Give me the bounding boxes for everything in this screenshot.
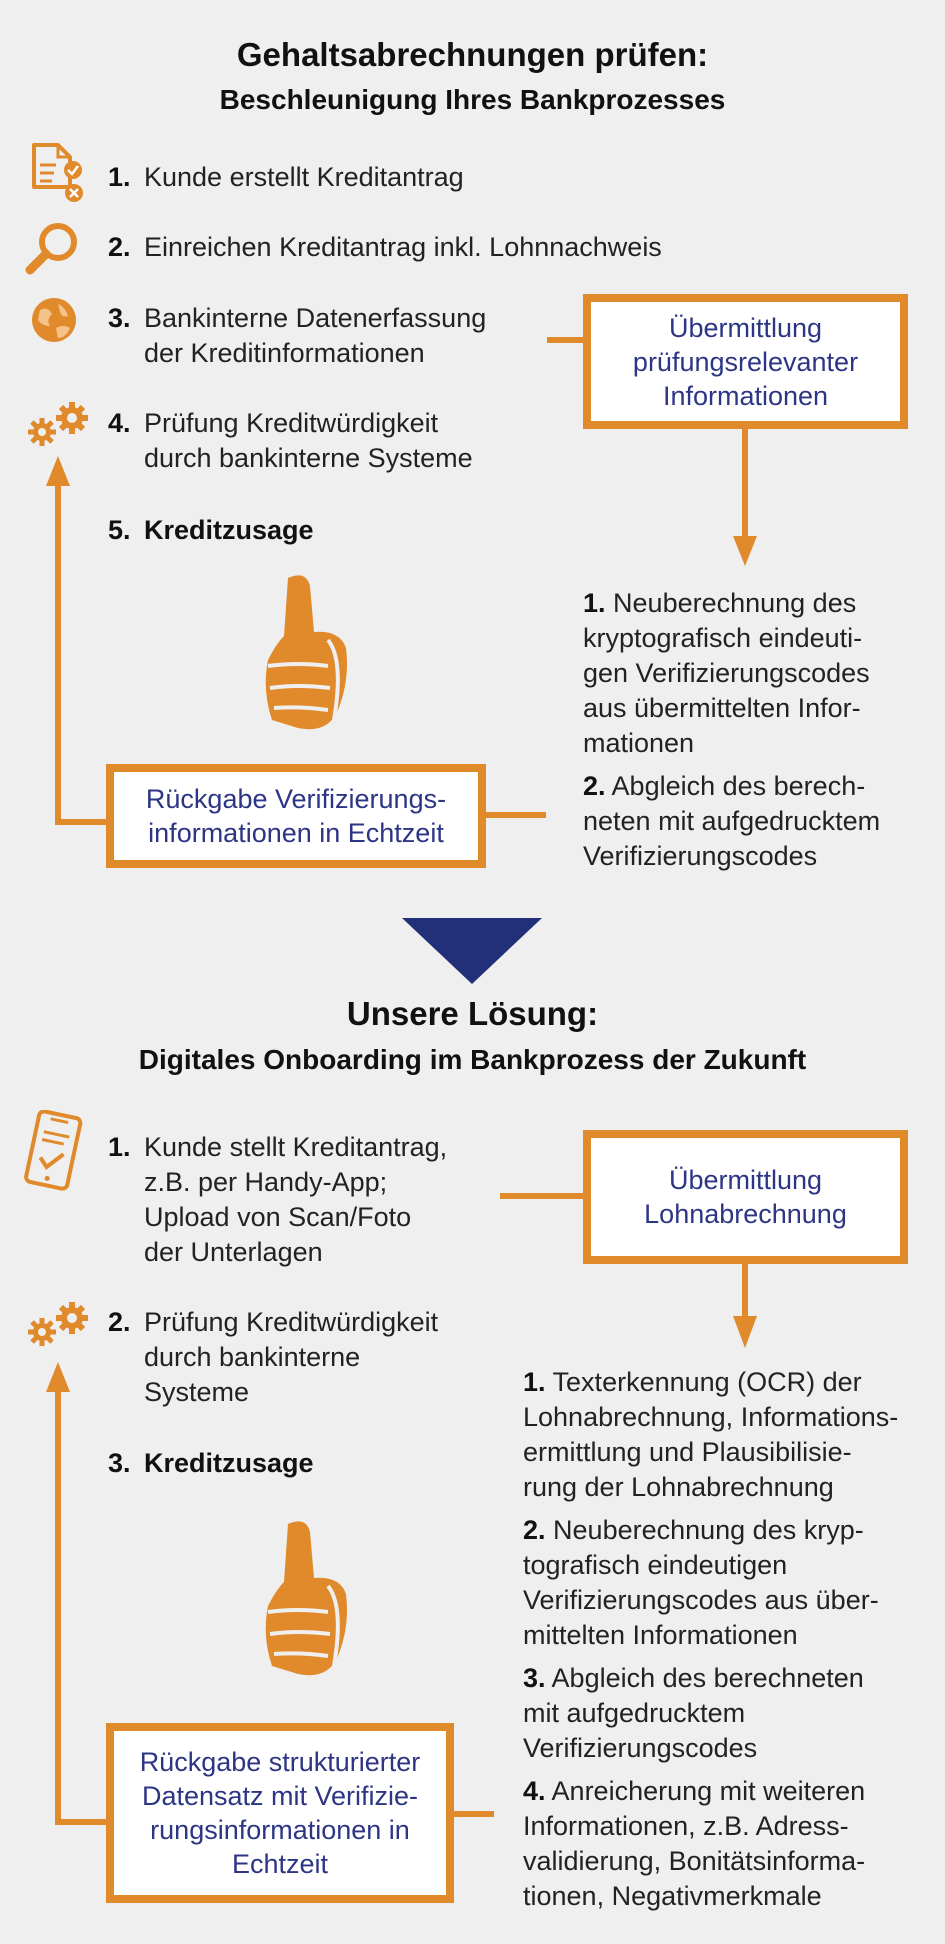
process-list — [523, 1365, 933, 1914]
divider-arrow-icon — [402, 918, 542, 986]
list-item: 3. Abgleich des berechneten mit aufgedrucktem Verifizierungscodes — [523, 1663, 864, 1763]
thumbs-up-icon — [258, 570, 358, 740]
smartphone-check-icon — [22, 1110, 84, 1192]
section1-subtitle: Beschleunigung Ihres Bankprozesses — [219, 84, 726, 115]
thumbs-up-icon — [258, 1516, 358, 1686]
list-item: 2. Neuberechnung des kryp- tografisch eindeutigen Verifizierungscodes aus über- mittelten Informationen — [523, 1515, 879, 1650]
gears-icon — [26, 402, 92, 448]
list-item: 2. Abgleich des berech- neten mit aufgedrucktem Verifizierungscodes — [583, 771, 881, 871]
document-check-icon — [26, 143, 88, 205]
list-item: 1. Neuberechnung des kryptografisch eindeuti- gen Verifizierungscodes aus übermittelten Infor- mationen — [583, 588, 870, 758]
step-item: 1. Kunde erstellt Kreditantrag — [108, 162, 464, 192]
step-item: 4. Prüfung Kreditwürdigkeit durch bankinterne Systeme — [108, 408, 473, 473]
list-item: 1. Texterkennung (OCR) der Lohnabrechnung, Informations- ermittlung und Plausibilisie- rung der Lohnabrechnung — [523, 1367, 899, 1502]
step-item: 3. Bankinterne Datenerfassung der Kreditinformationen — [108, 303, 487, 368]
magnifier-icon — [22, 220, 82, 280]
section1-title: Gehaltsabrechnungen prüfen: — [236, 36, 709, 73]
transmission-box: Übermittlung Lohnabrechnung — [583, 1130, 908, 1264]
section2-subtitle: Digitales Onboarding im Bankprozess der Zukunft — [138, 1044, 807, 1075]
step-item: 3. Kreditzusage — [108, 1448, 314, 1478]
section2-title: Unsere Lösung: — [346, 995, 599, 1032]
return-box: Rückgabe Verifizierungs- informationen in Echtzeit — [106, 764, 486, 868]
list-item: 4. Anreicherung mit weiteren Informationen, z.B. Adress- validierung, Bonitätsinforma- tionen, Negativmerkmale — [523, 1776, 866, 1911]
step-item: 2. Prüfung Kreditwürdigkeit durch bankinterne Systeme — [108, 1307, 439, 1407]
return-box: Rückgabe strukturierter Datensatz mit Verifizie- rungsinformationen in Echtzeit — [106, 1723, 454, 1903]
step-item: 1. Kunde stellt Kreditantrag, z.B. per Handy-App; Upload von Scan/Foto der Unterlagen — [108, 1132, 448, 1267]
globe-icon — [30, 296, 78, 344]
gears-icon — [26, 1302, 92, 1348]
step-item: 5. Kreditzusage — [108, 515, 314, 545]
step-item: 2. Einreichen Kreditantrag inkl. Lohnnachweis — [108, 232, 662, 262]
process-list — [583, 586, 923, 874]
transmission-box: Übermittlung prüfungsrelevanter Informationen — [583, 294, 908, 429]
